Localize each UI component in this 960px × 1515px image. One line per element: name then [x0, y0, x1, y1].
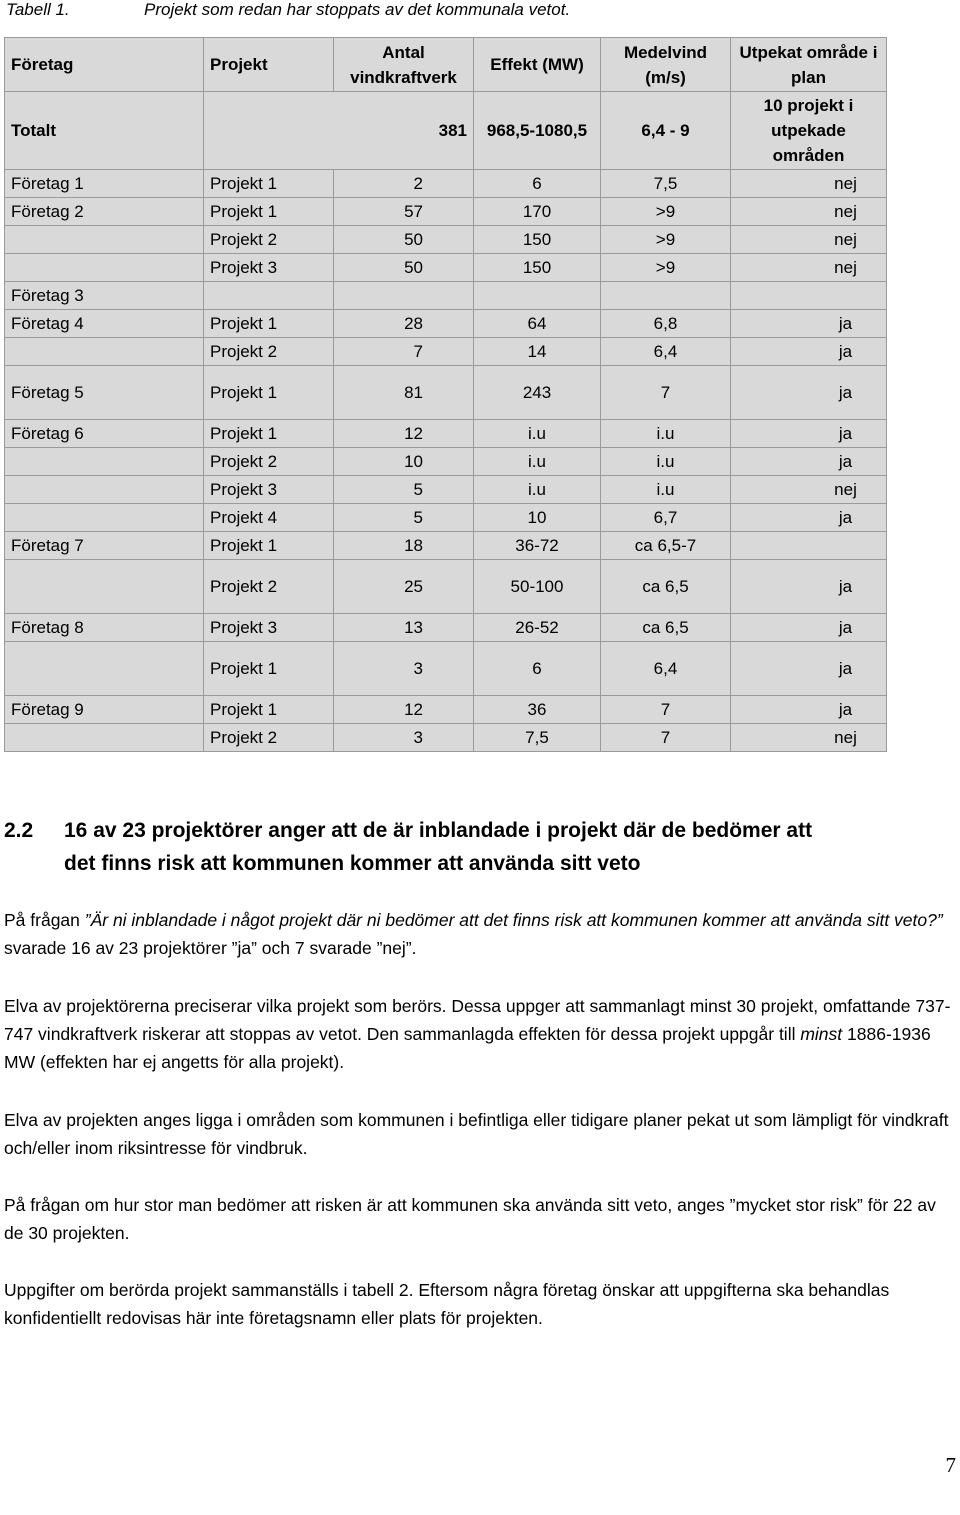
cell-foretag: Företag 5: [5, 366, 204, 420]
cell-utpekat: ja: [731, 448, 887, 476]
cell-utpekat: nej: [731, 254, 887, 282]
total-medelvind: 6,4 - 9: [601, 92, 731, 170]
cell-effekt: 7,5: [474, 724, 601, 752]
cell-utpekat: ja: [731, 614, 887, 642]
cell-antal: [334, 282, 474, 310]
p1-answer-nej: nej: [382, 938, 406, 958]
p2-text-b: 1886-1936 MW (effekten har ej angetts för alla projekt).: [4, 1024, 931, 1072]
paragraph-3: [4, 1106, 954, 1162]
table-caption: [6, 0, 570, 20]
cell-medelvind: i.u: [601, 476, 731, 504]
cell-antal: 13: [334, 614, 474, 642]
p4-text-a: På frågan om hur stor man bedömer att risken är att kommunen ska använda sitt veto, anges: [4, 1195, 730, 1215]
cell-medelvind: >9: [601, 198, 731, 226]
page-number: 7: [945, 1453, 956, 1477]
table-row: [5, 476, 887, 504]
cell-effekt: 50-100: [474, 560, 601, 614]
cell-utpekat: nej: [731, 226, 887, 254]
cell-foretag: Företag 7: [5, 532, 204, 560]
cell-foretag: [5, 448, 204, 476]
cell-projekt: Projekt 1: [204, 170, 334, 198]
cell-effekt: i.u: [474, 420, 601, 448]
cell-antal: 25: [334, 560, 474, 614]
cell-projekt: Projekt 2: [204, 226, 334, 254]
section-title-line-2: det finns risk att kommunen kommer att använda sitt veto: [64, 852, 641, 875]
p2-text-a: Elva av projektörerna preciserar vilka projekt som berörs. Dessa uppger att sammanlagt minst 30 projekt, omfattande 737-747 vindkraftverk riskerar att stoppas av vetot. Den sammanlagda effekten för dessa projekt uppgår till: [4, 996, 951, 1044]
cell-effekt: 6: [474, 170, 601, 198]
cell-utpekat: nej: [731, 724, 887, 752]
cell-foretag: Företag 2: [5, 198, 204, 226]
cell-antal: 28: [334, 310, 474, 338]
cell-projekt: Projekt 1: [204, 532, 334, 560]
table-row: [5, 614, 887, 642]
cell-effekt: 150: [474, 254, 601, 282]
cell-foretag: [5, 254, 204, 282]
table-caption-text: Projekt som redan har stoppats av det kommunala vetot.: [144, 0, 571, 19]
cell-projekt: Projekt 1: [204, 642, 334, 696]
cell-medelvind: 6,8: [601, 310, 731, 338]
cell-utpekat: ja: [731, 338, 887, 366]
header-projekt: Projekt: [204, 38, 334, 92]
table-row: [5, 420, 887, 448]
paragraph-1: På frågan ”Är ni inblandade i något projekt där ni bedömer att det finns risk att kommunen kommer att använda sitt veto?” svarade 16 av 23 projektörer ”ja” och 7 svarade ”nej”.: [4, 910, 943, 958]
cell-effekt: [474, 282, 601, 310]
cell-foretag: Företag 6: [5, 420, 204, 448]
p3-text: Elva av projekten anges ligga i områden som kommunen i befintliga eller tidigare planer pekat ut som lämpligt för vindkraft och/eller inom riksintresse för vindbruk.: [4, 1110, 949, 1158]
cell-foretag: [5, 724, 204, 752]
cell-medelvind: 6,4: [601, 338, 731, 366]
cell-effekt: 243: [474, 366, 601, 420]
cell-utpekat: ja: [731, 420, 887, 448]
total-effekt: 968,5-1080,5: [474, 92, 601, 170]
cell-projekt: [204, 282, 334, 310]
cell-foretag: Företag 1: [5, 170, 204, 198]
p1-text-c: och 7 svarade: [256, 938, 377, 958]
cell-effekt: i.u: [474, 476, 601, 504]
cell-medelvind: >9: [601, 254, 731, 282]
total-utpekat: 10 projekt i utpekade områden: [731, 92, 887, 170]
cell-medelvind: ca 6,5: [601, 614, 731, 642]
cell-projekt: Projekt 2: [204, 448, 334, 476]
paragraph-4: På frågan om hur stor man bedömer att risken är att kommunen ska använda sitt veto, anges ”mycket stor risk” för 22 av de 30 projekten.: [4, 1195, 936, 1243]
table-row: [5, 170, 887, 198]
cell-antal: 18: [334, 532, 474, 560]
p4-text-b: för 22 av de 30 projekten.: [4, 1195, 936, 1243]
section-number: 2.2: [4, 819, 34, 842]
cell-projekt: Projekt 3: [204, 476, 334, 504]
cell-medelvind: 7: [601, 366, 731, 420]
table-row: [5, 198, 887, 226]
table-row: [5, 642, 887, 696]
cell-antal: 50: [334, 226, 474, 254]
cell-utpekat: nej: [731, 476, 887, 504]
cell-medelvind: ca 6,5-7: [601, 532, 731, 560]
cell-medelvind: >9: [601, 226, 731, 254]
cell-utpekat: ja: [731, 560, 887, 614]
cell-medelvind: i.u: [601, 420, 731, 448]
cell-medelvind: i.u: [601, 448, 731, 476]
section-heading: [4, 814, 813, 875]
cell-utpekat: ja: [731, 696, 887, 724]
cell-foretag: [5, 226, 204, 254]
p5-text: Uppgifter om berörda projekt sammanställs i tabell 2. Eftersom några företag önskar att uppgifterna ska behandlas konfidentiellt redovisas här inte företagsnamn eller plats för projekten.: [4, 1280, 890, 1328]
cell-utpekat: [731, 532, 887, 560]
header-medelvind: Medelvind (m/s): [601, 38, 731, 92]
cell-projekt: Projekt 3: [204, 614, 334, 642]
cell-foretag: [5, 476, 204, 504]
header-utpekat: Utpekat område i plan: [731, 38, 887, 92]
cell-effekt: 6: [474, 642, 601, 696]
table-row: [5, 226, 887, 254]
cell-medelvind: ca 6,5: [601, 560, 731, 614]
cell-foretag: [5, 504, 204, 532]
p1-answer-ja: ja: [237, 938, 252, 958]
cell-projekt: Projekt 1: [204, 420, 334, 448]
cell-utpekat: [731, 282, 887, 310]
p1-text-d: .: [411, 938, 417, 958]
cell-effekt: 36-72: [474, 532, 601, 560]
cell-projekt: Projekt 2: [204, 560, 334, 614]
cell-foretag: Företag 3: [5, 282, 204, 310]
section-title-line-1: 16 av 23 projektörer anger att de är inblandade i projekt där de bedömer att: [64, 819, 813, 842]
cell-foretag: [5, 642, 204, 696]
paragraph-5: [4, 1276, 954, 1332]
table-row: [5, 560, 887, 614]
cell-antal: 57: [334, 198, 474, 226]
cell-projekt: Projekt 1: [204, 366, 334, 420]
cell-antal: 50: [334, 254, 474, 282]
cell-effekt: 10: [474, 504, 601, 532]
cell-foretag: Företag 4: [5, 310, 204, 338]
table-row: [5, 366, 887, 420]
cell-projekt: Projekt 2: [204, 724, 334, 752]
cell-antal: 7: [334, 338, 474, 366]
cell-effekt: 36: [474, 696, 601, 724]
table-body: [5, 170, 887, 752]
p1-question: Är ni inblandade i något projekt där ni bedömer att det finns risk att kommunen kommer att använda sitt veto?: [90, 910, 937, 930]
cell-utpekat: nej: [731, 198, 887, 226]
table-row: [5, 696, 887, 724]
table-row: [5, 310, 887, 338]
cell-utpekat: ja: [731, 642, 887, 696]
cell-medelvind: 6,4: [601, 642, 731, 696]
cell-antal: 5: [334, 504, 474, 532]
cell-projekt: Projekt 1: [204, 198, 334, 226]
cell-effekt: i.u: [474, 448, 601, 476]
cell-antal: 81: [334, 366, 474, 420]
header-foretag: Företag: [5, 38, 204, 92]
p1-text-b: svarade 16 av 23 projektörer: [4, 938, 232, 958]
cell-medelvind: [601, 282, 731, 310]
table-row: [5, 254, 887, 282]
table-row: [5, 448, 887, 476]
cell-foretag: [5, 560, 204, 614]
total-label: Totalt: [5, 92, 204, 170]
table-row: [5, 338, 887, 366]
cell-medelvind: 6,7: [601, 504, 731, 532]
cell-antal: 3: [334, 724, 474, 752]
cell-effekt: 64: [474, 310, 601, 338]
cell-effekt: 150: [474, 226, 601, 254]
total-antal: 381: [204, 92, 474, 170]
table-row: [5, 724, 887, 752]
cell-foretag: [5, 338, 204, 366]
p1-text-a: På frågan: [4, 910, 85, 930]
cell-projekt: Projekt 1: [204, 310, 334, 338]
cell-medelvind: 7: [601, 724, 731, 752]
table-row: [5, 532, 887, 560]
cell-foretag: Företag 9: [5, 696, 204, 724]
cell-foretag: Företag 8: [5, 614, 204, 642]
p4-quote: mycket stor risk: [735, 1195, 858, 1215]
header-antal: Antal vindkraftverk: [334, 38, 474, 92]
cell-medelvind: 7: [601, 696, 731, 724]
table-total-row: [5, 92, 887, 170]
cell-utpekat: nej: [731, 170, 887, 198]
cell-effekt: 170: [474, 198, 601, 226]
cell-projekt: Projekt 2: [204, 338, 334, 366]
cell-effekt: 14: [474, 338, 601, 366]
p2-emphasis: minst: [800, 1024, 843, 1044]
cell-antal: 10: [334, 448, 474, 476]
cell-projekt: Projekt 1: [204, 696, 334, 724]
projects-table: [4, 37, 887, 752]
table-number: Tabell 1.: [6, 0, 70, 19]
cell-antal: 5: [334, 476, 474, 504]
cell-projekt: Projekt 4: [204, 504, 334, 532]
cell-antal: 12: [334, 420, 474, 448]
cell-projekt: Projekt 3: [204, 254, 334, 282]
cell-antal: 12: [334, 696, 474, 724]
cell-effekt: 26-52: [474, 614, 601, 642]
cell-utpekat: ja: [731, 504, 887, 532]
table-row: [5, 282, 887, 310]
cell-utpekat: ja: [731, 310, 887, 338]
cell-medelvind: 7,5: [601, 170, 731, 198]
header-effekt: Effekt (MW): [474, 38, 601, 92]
cell-antal: 2: [334, 170, 474, 198]
paragraph-2: [4, 992, 954, 1076]
table-row: [5, 504, 887, 532]
cell-utpekat: ja: [731, 366, 887, 420]
table-header-row: [5, 38, 887, 92]
cell-antal: 3: [334, 642, 474, 696]
